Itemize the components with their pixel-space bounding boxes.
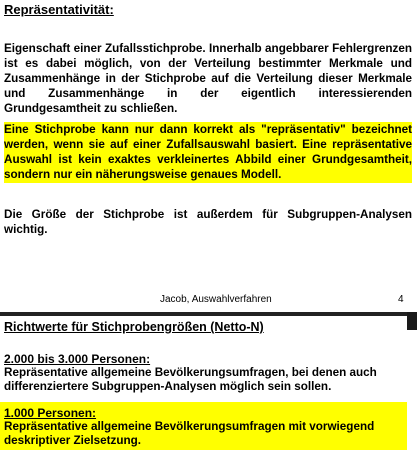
- slide-sample-sizes: [0, 316, 417, 450]
- highlighted-paragraph: Eine Stichprobe kann nur dann korrekt als "repräsentativ" bezeichnet werden, wenn sie auf einer Zufallsauswahl basiert. Eine repräsentative Auswahl ist kein exaktes verkleinertes Abbild einer Grundgesamtheit, sondern nur ein näherungsweise genaues Modell.: [4, 123, 412, 181]
- page-number: 4: [398, 294, 404, 305]
- size-description-1000: Repräsentative allgemeine Bevölkerungsumfragen mit vorwiegend deskriptiver Zielsetzung.: [4, 420, 375, 447]
- size-heading-2000-3000: 2.000 bis 3.000 Personen:: [4, 352, 151, 366]
- sample-size-paragraph: Die Größe der Stichprobe ist außerdem für Subgruppen-Analysen wichtig.: [4, 208, 412, 236]
- size-heading-1000: 1.000 Personen:: [4, 406, 97, 420]
- slide-title: Repräsentativität:: [4, 2, 114, 17]
- size-description-2000-3000: Repräsentative allgemeine Bevölkerungsumfragen, bei denen auch differenziertere Subgruppen-Analysen möglich sein sollen.: [4, 366, 377, 393]
- definition-paragraph: Eigenschaft einer Zufallsstichprobe. Innerhalb angebbarer Fehlergrenzen ist es dabei möglich, von der Verteilung bestimmter Merkmale und Zusammenhänge in der Stichprobe auf die Verteilung dieser Merkmale und Zusammenhänge in der eigentlich interessierenden Grundgesamtheit zu schließen.: [4, 42, 412, 115]
- slide-title: Richtwerte für Stichprobengrößen (Netto-N): [4, 320, 264, 334]
- footer-source: Jacob, Auswahlverfahren: [160, 294, 272, 305]
